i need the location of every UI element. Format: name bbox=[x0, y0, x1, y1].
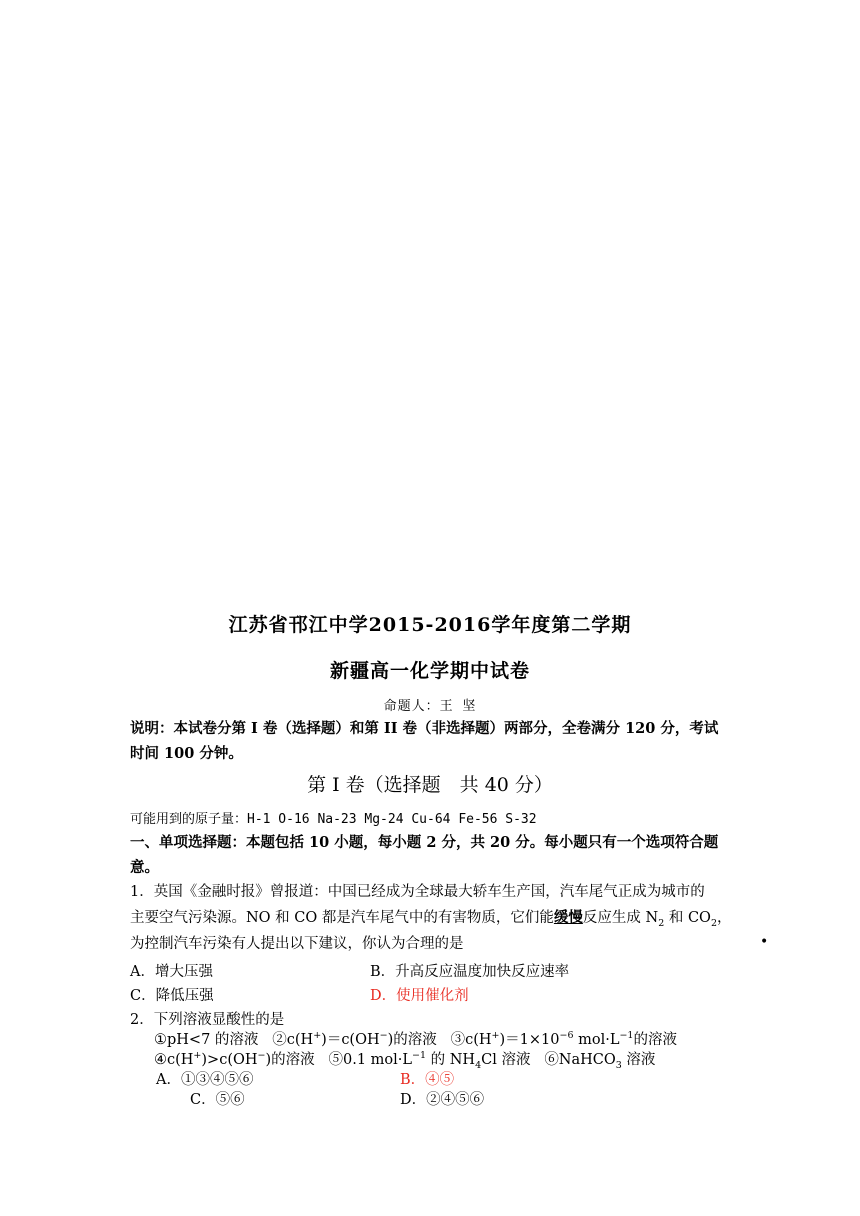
q1-text-b: 反应生成 N bbox=[582, 910, 659, 926]
q2-option-a: A．①③④⑤⑥ bbox=[156, 1072, 254, 1088]
q1-sub-co2: 2 bbox=[710, 917, 717, 929]
q2-option-c: C．⑤⑥ bbox=[190, 1092, 245, 1108]
q2-item-3: $③c(H^+)=1\times 10^{-6}$ $mol\cdot L^{-1}$的溶液 bbox=[450, 1030, 677, 1048]
q1-text-a: 主要空气污染源。NO 和 CO 都是汽车尾气中的有害物质，它们能 bbox=[130, 910, 554, 926]
q2-option-b-answer: B．④⑤ bbox=[400, 1072, 455, 1088]
q2-stem: 2．下列溶液显酸性的是 bbox=[130, 1012, 285, 1028]
q1-option-d-answer: D．使用催化剂 bbox=[370, 988, 469, 1004]
q1-stem-line1: 1．英国《金融时报》曾报道：中国已经成为全球最大轿车生产国，汽车尾气正成为城市的 bbox=[130, 884, 705, 900]
q1-text-d: ， bbox=[716, 910, 732, 926]
q1-text-c: 和 CO bbox=[664, 910, 711, 926]
q2-item-5: ⑤0.1 $mol\cdot L^{-1}$ 的 $NH_4Cl$ 溶液 bbox=[328, 1050, 531, 1071]
atomic-masses: 可能用到的原子量：H-1 O-16 Na-23 Mg-24 Cu-64 Fe-56 S-32 bbox=[130, 812, 537, 827]
exam-title-line1: 江苏省邗江中学2015-2016学年度第二学期 bbox=[228, 614, 632, 636]
q2-items-row2 bbox=[154, 1048, 655, 1069]
q1-option-a: A．增大压强 bbox=[130, 964, 213, 980]
part-one-heading-line2: 意。 bbox=[130, 859, 159, 876]
q1-option-b: B．升高反应温度加快反应速率 bbox=[370, 964, 570, 980]
q2-item-4: ④c(H+)>c(OH−)的溶液 bbox=[154, 1050, 315, 1068]
instructions-line1: 说明：本试卷分第 I 卷（选择题）和第 II 卷（非选择题）两部分，全卷满分 120 分，考试 bbox=[130, 720, 719, 737]
exam-author: 命题人：王 坚 bbox=[383, 699, 477, 714]
q2-item-6: ⑥NaHCO$_3$ 溶液 bbox=[544, 1052, 656, 1071]
q1-option-c: C．降低压强 bbox=[130, 988, 214, 1004]
q1-underlined-word: 缓慢 bbox=[553, 909, 583, 926]
stray-dot: • bbox=[760, 934, 769, 950]
q2-item-1: ①pH<7 的溶液 bbox=[154, 1032, 259, 1048]
exam-title-line2: 新疆高一化学期中试卷 bbox=[329, 660, 530, 682]
q1-stem-line2 bbox=[130, 906, 731, 927]
section-title: 第 I 卷（选择题 共 40 分） bbox=[307, 774, 553, 796]
q2-items-row1 bbox=[154, 1028, 677, 1049]
q1-sub-n2: 2 bbox=[658, 917, 665, 929]
q2-option-d: D．②④⑤⑥ bbox=[400, 1092, 485, 1108]
q1-stem-line3: 为控制汽车污染有人提出以下建议，你认为合理的是 bbox=[130, 936, 464, 952]
instructions-line2: 时间 100 分钟。 bbox=[130, 745, 243, 762]
q2-item-2: ②c(H+)＝c(OH−)的溶液 bbox=[272, 1030, 437, 1048]
part-one-heading-line1: 一、单项选择题：本题包括 10 小题，每小题 2 分，共 20 分。每小题只有一个选项符合题 bbox=[130, 834, 719, 851]
